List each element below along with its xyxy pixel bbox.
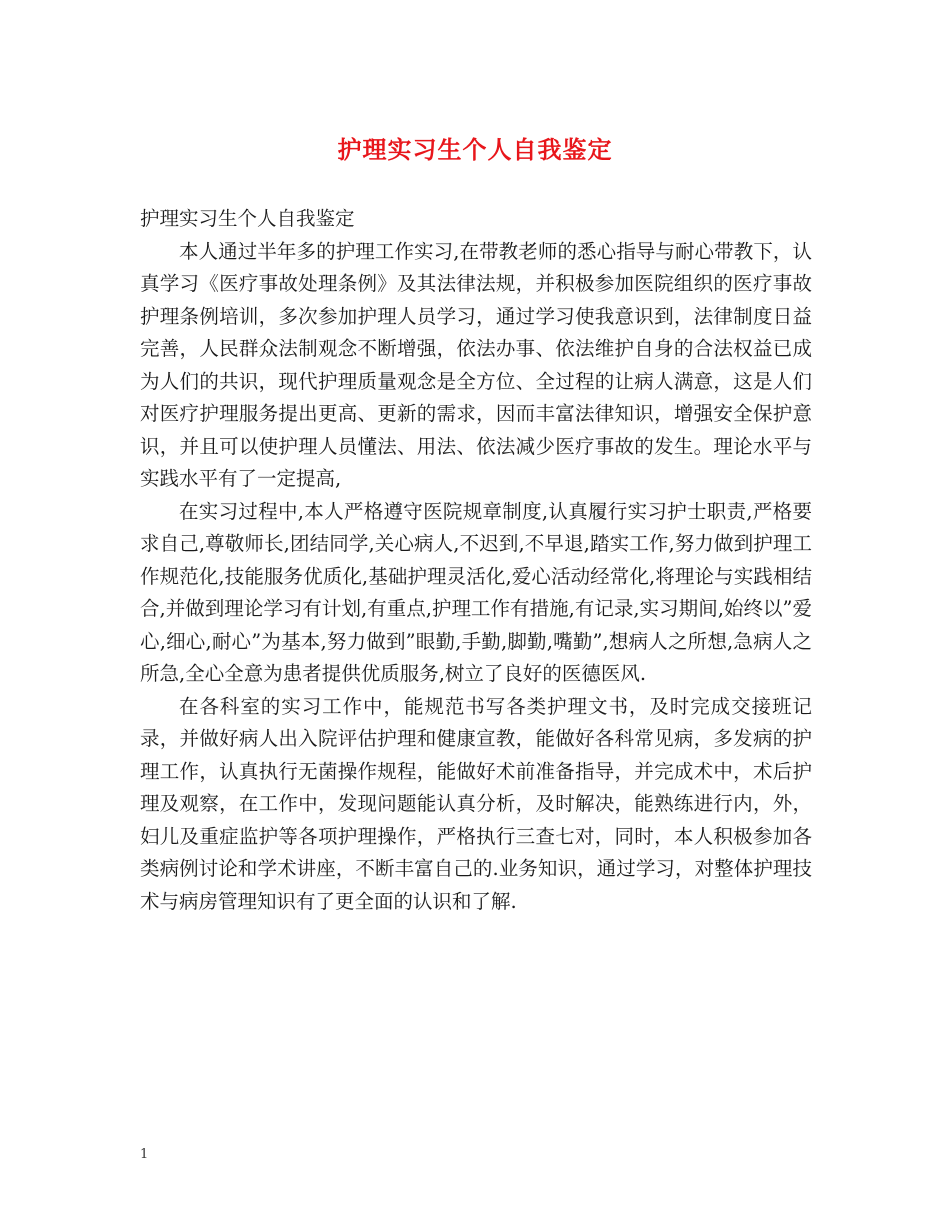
document-subtitle: 护理实习生个人自我鉴定 <box>140 207 355 230</box>
paragraph-2: 在实习过程中,本人严格遵守医院规章制度,认真履行实习护士职责,严格要求自己,尊敬师长,团结同学,关心病人,不迟到,不早退,踏实工作,努力做到护理工作规范化,技能服务优质化,基础护理灵活化,爱心活动经常化,将理论与实践相结合,并做到理论学习有计划,有重点,护理工作有措施,有记录,实习期间,始终以”爱心,细心,耐心”为基本,努力做到”眼勤,手勤,脚勤,嘴勤”,想病人之所想,急病人之所急,全心全意为患者提供优质服务,树立了良好的医德医风. <box>140 499 812 685</box>
paragraph-3: 在各科室的实习工作中，能规范书写各类护理文书，及时完成交接班记录，并做好病人出入院评估护理和健康宣教，能做好各科常见病，多发病的护理工作，认真执行无菌操作规程，能做好术前准备指导，并完成术中，术后护理及观察，在工作中，发现问题能认真分析，及时解决，能熟练进行内，外，妇儿及重症监护等各项护理操作，严格执行三查七对，同时，本人积极参加各类病例讨论和学术讲座，不断丰富自己的.业务知识，通过学习，对整体护理技术与病房管理知识有了更全面的认识和了解. <box>140 694 812 913</box>
document-title: 护理实习生个人自我鉴定 <box>337 135 613 164</box>
document-body <box>140 203 812 918</box>
paragraph-1: 本人通过半年多的护理工作实习,在带教老师的悉心指导与耐心带教下，认真学习《医疗事故处理条例》及其法律法规，并积极参加医院组织的医疗事故护理条例培训，多次参加护理人员学习，通过学习使我意识到，法律制度日益完善，人民群众法制观念不断增强，依法办事、依法维护自身的合法权益已成为人们的共识，现代护理质量观念是全方位、全过程的让病人满意，这是人们对医疗护理服务提出更高、更新的需求，因而丰富法律知识，增强安全保护意识，并且可以使护理人员懂法、用法、依法减少医疗事故的发生。理论水平与实践水平有了一定提高, <box>140 239 812 490</box>
page-number: 1 <box>140 1147 149 1162</box>
